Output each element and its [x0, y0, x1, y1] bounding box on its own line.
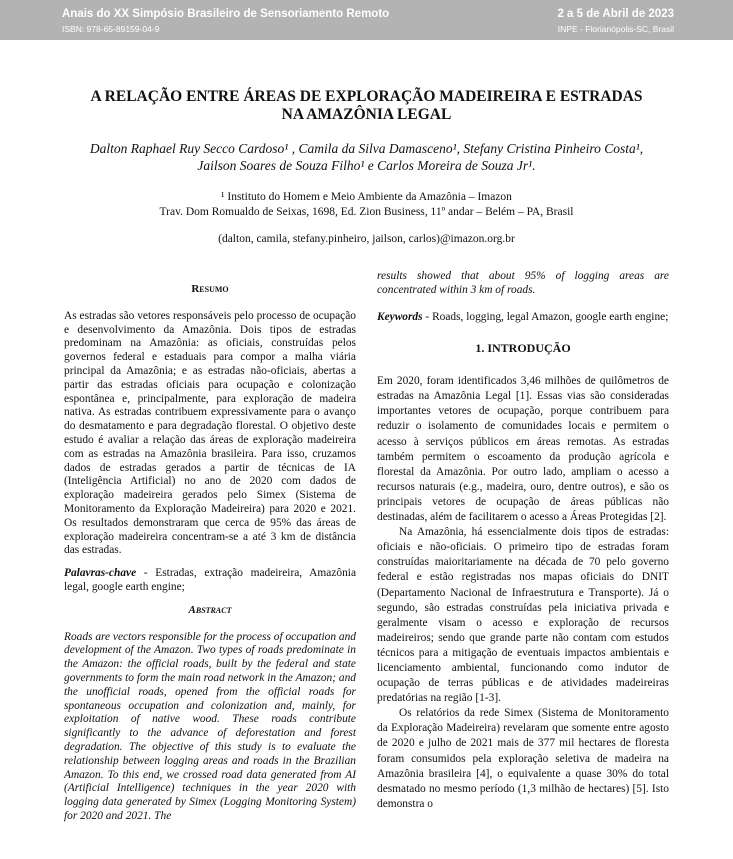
conference-venue: INPE - Florianópolis-SC, Brasil [557, 24, 674, 34]
affiliation-line-1: ¹ Instituto do Homem e Meio Ambiente da Amazônia – Imazon [221, 191, 512, 203]
affiliation-line-2: Trav. Dom Romualdo de Seixas, 1698, Ed. Zion Business, 11º andar – Belém – PA, Brasil [159, 206, 574, 218]
intro-heading: 1. INTRODUÇÃO [475, 341, 571, 356]
author-list [40, 141, 693, 174]
paper-title [40, 88, 693, 124]
isbn: ISBN: 978-65-89159-04-9 [62, 24, 160, 34]
conference-banner [0, 0, 733, 40]
keywords-text: - Estradas, extração madeireira, Amazônia legal, google earth engine; [64, 567, 356, 593]
left-column [64, 283, 356, 824]
title-line-2: NA AMAZÔNIA LEGAL [281, 106, 452, 123]
intro-paragraph-2: Na Amazônia, há essencialmente dois tipos de estradas: oficiais e não-oficiais. O primeiro tipo de estradas foram construídas maioritariamente na década de 70 pelo governo federal e estão registradas nos mapas oficiais do DNIT (Departamento Nacional de Infraestrutura e Transporte). Já o segundo, são estradas construídas pela iniciativa privada e geralmente visam o acesso e exploração de recursos madeireiros; sendo que grande parte não contam com estudos técnicos para a mitigação de eventuais impactos ambientais e licenciamento ambiental, funcionando como indutor de ocupação de terras públicas e de atividades madeireiras predatórias na região [1-3]. [377, 526, 669, 705]
right-column [377, 270, 669, 812]
abstract-heading: Abstract [188, 603, 232, 616]
keywords-text-en: - Roads, logging, legal Amazon, google earth engine; [422, 310, 669, 323]
abstract-keywords [377, 311, 669, 325]
authors-line-2: Jailson Soares de Souza Filho¹ e Carlos Moreira de Souza Jr¹. [197, 157, 536, 173]
abstract-continuation: results showed that about 95% of logging areas are concentrated within 3 km of roads. [377, 270, 669, 296]
author-emails: (dalton, camila, stefany.pinheiro, jailson, carlos)@imazon.org.br [218, 233, 515, 245]
resumo-heading: Resumo [191, 283, 229, 295]
keywords-label: Palavras-chave [64, 567, 137, 580]
resumo-text: As estradas são vetores responsáveis pelo processo de ocupação e desenvolvimento da Amazônia. Dois tipos de estradas predominam na Amazônia: as oficiais, construídas pelos governos federal e estaduais para compor a malha viária principal da Amazônia; e as estradas não-oficiais, abertas a partir das estradas oficiais para ocupação e colonização espontânea e, principalmente, para exploração de madeira nativa. As estradas contribuem expressivamente para o avanço do desmatamento e para degradação florestal. O objetivo deste estudo é avaliar a relação das áreas de exploração madeireira com as estradas na Amazônia brasileira. Para isso, cruzamos dados de estradas gerados a partir de técnicas de IA (Inteligência Artificial) no ano de 2020 com dados de exploração madeireira gerados pelo Simex (Sistema de Monitoramento da Exploração Madeireira) para 2020 e 2021. Os resultados demonstraram que cerca de 95% das áreas de exploração madeireira concentram-se a até 3 km de distância das estradas. [64, 309, 356, 557]
keywords-label-en: Keywords [377, 310, 423, 323]
resumo-keywords [64, 567, 356, 595]
conference-dates: 2 a 5 de Abril de 2023 [557, 8, 674, 20]
authors-line-1: Dalton Raphael Ruy Secco Cardoso¹ , Camila da Silva Damasceno¹, Stefany Cristina Pinheiro Costa¹, [89, 141, 644, 156]
conference-name: Anais do XX Simpósio Brasileiro de Sensoriamento Remoto [62, 8, 390, 20]
intro-paragraph-3: Os relatórios da rede Simex (Sistema de Monitoramento da Exploração Madeireira) revelaram que somente entre agosto de 2020 e julho de 2021 mais de 377 mil hectares de floresta foram consumidos pela exploração seletiva de madeira na Amazônia brasileira [4], o equivalente a quase 30% do total desmatado no mesmo período (1,3 milhão de hectares) [5]. Isto demonstra o [377, 707, 669, 810]
abstract-text: Roads are vectors responsible for the process of occupation and development of the Amazon. Two types of roads predominate in the Amazon: the official roads, built by the federal and state governments to form the main road network in the Amazon; and the unofficial roads, opened from the official roads for spontaneous occupation and colonization and, mainly, for exploitation of native wood. These roads contribute significantly to the advance of deforestation and forest degradation. The objective of this study is to evaluate the relationship between logging areas and roads in the Brazilian Amazon. To this end, we crossed road data generated from AI (Artificial Intelligence) techniques in the year 2020 with logging data generated by Simex (Logging Monitoring System) for 2020 and 2021. The [64, 630, 357, 822]
affiliation [40, 190, 693, 220]
intro-paragraph-1: Em 2020, foram identificados 3,46 milhões de quilômetros de estradas na Amazônia Legal [1]. Essas vias são consideradas importantes vetores de ocupação, porque contribuem para reduzir o isolamento de comunidades locais e permitem o acesso à serviços públicos em áreas remotas. As estradas também permitem o escoamento da produção agrícola e florestal da Amazônia. Por outro lado, ampliam o acesso a recursos naturais (e.g., madeira, ouro, dentre outros), e são os principais vetores de ocupação de áreas públicas não destinadas, além de facilitarem o acesso a Áreas Protegidas [2]. [377, 375, 669, 524]
title-line-1: A RELAÇÃO ENTRE ÁREAS DE EXPLORAÇÃO MADEIREIRA E ESTRADAS [90, 88, 643, 105]
